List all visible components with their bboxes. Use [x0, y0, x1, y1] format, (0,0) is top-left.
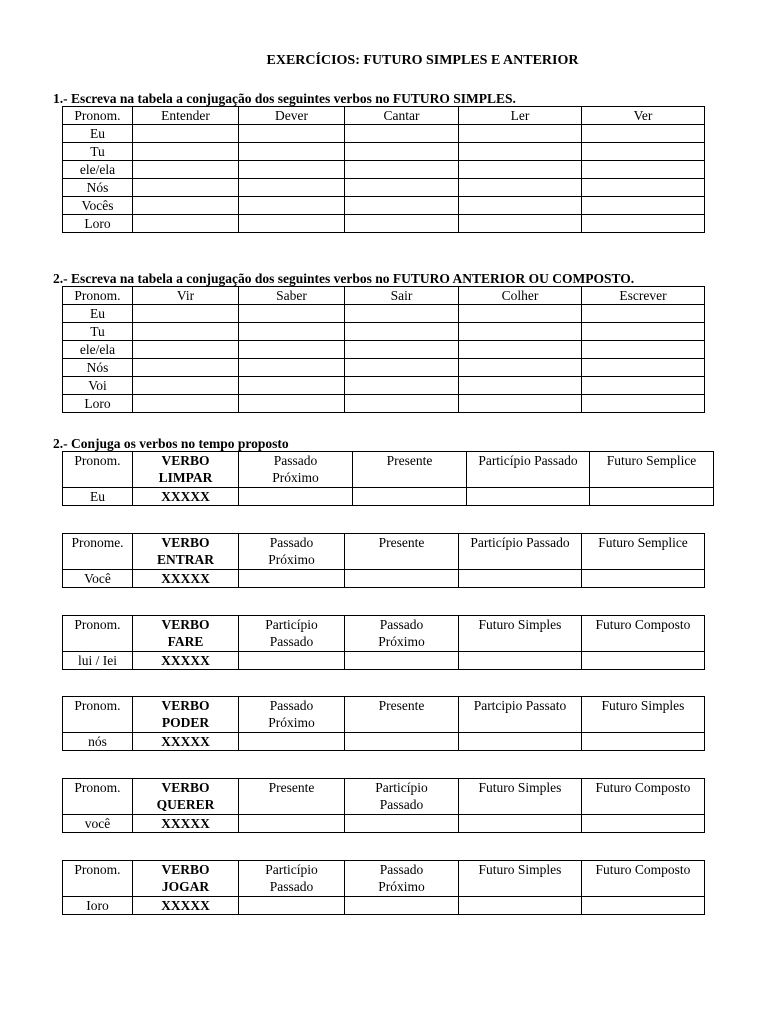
header-row: [63, 861, 705, 897]
tense-label: Passado: [379, 862, 424, 877]
tense-header: [239, 452, 353, 488]
answer-cell[interactable]: [133, 359, 239, 377]
answer-cell[interactable]: [459, 377, 582, 395]
placeholder-cell: XXXXX: [133, 488, 239, 506]
answer-cell[interactable]: [582, 359, 705, 377]
tense-header: [459, 697, 582, 733]
answer-cell[interactable]: [582, 815, 705, 833]
answer-cell[interactable]: [459, 305, 582, 323]
placeholder-cell: XXXXX: [133, 897, 239, 915]
column-header: Pronom.: [63, 107, 133, 125]
answer-cell[interactable]: [239, 815, 345, 833]
tense-label: Futuro Simples: [601, 698, 685, 713]
answer-cell[interactable]: [345, 197, 459, 215]
pronoun-header: Pronome.: [63, 534, 133, 570]
table-row: [63, 143, 705, 161]
verb-header: [133, 452, 239, 488]
answer-cell[interactable]: [239, 488, 353, 506]
answer-cell[interactable]: [133, 341, 239, 359]
answer-cell[interactable]: [345, 359, 459, 377]
pronoun-cell: Ioro: [63, 897, 133, 915]
answer-cell[interactable]: [345, 652, 459, 670]
answer-cell[interactable]: [459, 652, 582, 670]
tense-header: [345, 616, 459, 652]
header-row: [63, 697, 705, 733]
tense-header: [459, 779, 582, 815]
verb-table-poder: [62, 696, 705, 751]
answer-cell[interactable]: [459, 359, 582, 377]
tense-label: Passado: [379, 797, 424, 812]
table-row: [63, 815, 705, 833]
tense-header: [353, 452, 467, 488]
tense-header: [239, 534, 345, 570]
answer-cell[interactable]: [582, 395, 705, 413]
answer-cell[interactable]: [345, 179, 459, 197]
tense-label: Passado: [273, 453, 318, 468]
answer-cell[interactable]: [582, 570, 705, 588]
pronoun-header: Pronom.: [63, 452, 133, 488]
verb-header: [133, 616, 239, 652]
answer-cell[interactable]: [239, 323, 345, 341]
placeholder-cell: XXXXX: [133, 815, 239, 833]
tense-label: Particípio: [265, 862, 318, 877]
answer-cell[interactable]: [239, 215, 345, 233]
header-row: [63, 779, 705, 815]
table-row: [63, 897, 705, 915]
column-header: Escrever: [582, 287, 705, 305]
answer-cell[interactable]: [133, 305, 239, 323]
pronoun-cell: Nós: [63, 179, 133, 197]
tense-label: Futuro Simples: [478, 617, 562, 632]
header-row: [63, 616, 705, 652]
answer-cell[interactable]: [345, 161, 459, 179]
header-row: [63, 287, 705, 305]
table-row: [63, 341, 705, 359]
pronoun-header: Pronom.: [63, 697, 133, 733]
answer-cell[interactable]: [133, 143, 239, 161]
verb-label: VERBO: [161, 453, 210, 468]
column-header: Dever: [239, 107, 345, 125]
answer-cell[interactable]: [459, 215, 582, 233]
exercise1-heading: 1.- Escreva na tabela a conjugação dos seguintes verbos no FUTURO SIMPLES.: [53, 91, 516, 106]
answer-cell[interactable]: [133, 179, 239, 197]
tense-label: Futuro Composto: [595, 780, 691, 795]
verb-name: PODER: [161, 715, 210, 730]
answer-cell[interactable]: [582, 377, 705, 395]
tense-header: [582, 861, 705, 897]
header-row: [63, 107, 705, 125]
tense-label: Próximo: [378, 879, 425, 894]
verb-name: FARE: [167, 634, 204, 649]
tense-label: Passado: [379, 617, 424, 632]
answer-cell[interactable]: [582, 897, 705, 915]
answer-cell[interactable]: [590, 488, 714, 506]
tense-header: [239, 616, 345, 652]
tense-header: [239, 697, 345, 733]
answer-cell[interactable]: [459, 733, 582, 751]
tense-label: Próximo: [268, 552, 315, 567]
answer-cell[interactable]: [459, 125, 582, 143]
answer-cell[interactable]: [345, 377, 459, 395]
tense-label: Presente: [386, 453, 433, 468]
tense-label: Presente: [268, 780, 315, 795]
table-row: [63, 359, 705, 377]
header-row: [63, 534, 705, 570]
pronoun-cell: Eu: [63, 125, 133, 143]
pronoun-cell: Vocês: [63, 197, 133, 215]
table-row: [63, 377, 705, 395]
tense-header: [582, 616, 705, 652]
tense-header: [582, 697, 705, 733]
verb-label: VERBO: [161, 780, 210, 795]
tense-header: [590, 452, 714, 488]
tense-label: Presente: [378, 698, 425, 713]
pronoun-cell: Nós: [63, 359, 133, 377]
exercise3-heading: 2.- Conjuga os verbos no tempo proposto: [53, 436, 289, 451]
tense-header: [582, 534, 705, 570]
answer-cell[interactable]: [459, 815, 582, 833]
verb-label: VERBO: [161, 617, 210, 632]
answer-cell[interactable]: [345, 143, 459, 161]
tense-header: [345, 534, 459, 570]
column-header: Entender: [133, 107, 239, 125]
tense-label: Futuro Simples: [478, 862, 562, 877]
column-header: Pronom.: [63, 287, 133, 305]
tense-header: [459, 861, 582, 897]
tense-label: Futuro Semplice: [598, 535, 688, 550]
exercise2-heading: 2.- Escreva na tabela a conjugação dos seguintes verbos no FUTURO ANTERIOR OU COMPOSTO.: [53, 271, 635, 286]
tense-header: [345, 861, 459, 897]
answer-cell[interactable]: [459, 197, 582, 215]
tense-label: Particípio: [265, 617, 318, 632]
verb-header: [133, 534, 239, 570]
answer-cell[interactable]: [459, 897, 582, 915]
column-header: Saber: [239, 287, 345, 305]
table-row: [63, 488, 714, 506]
answer-cell[interactable]: [582, 143, 705, 161]
answer-cell[interactable]: [239, 125, 345, 143]
answer-cell[interactable]: [582, 125, 705, 143]
answer-cell[interactable]: [239, 395, 345, 413]
verb-header: [133, 779, 239, 815]
answer-cell[interactable]: [239, 897, 345, 915]
answer-cell[interactable]: [459, 395, 582, 413]
answer-cell[interactable]: [133, 125, 239, 143]
answer-cell[interactable]: [582, 161, 705, 179]
answer-cell[interactable]: [345, 570, 459, 588]
tense-label: Passado: [269, 879, 314, 894]
pronoun-cell: Tu: [63, 323, 133, 341]
page-title: EXERCÍCIOS: FUTURO SIMPLES E ANTERIOR: [266, 53, 579, 68]
answer-cell[interactable]: [239, 359, 345, 377]
verb-table-jogar: [62, 860, 705, 915]
tense-header: [459, 616, 582, 652]
table-row: [63, 570, 705, 588]
tense-label: Passado: [269, 698, 314, 713]
table-row: [63, 197, 705, 215]
answer-cell[interactable]: [582, 652, 705, 670]
answer-cell[interactable]: [459, 341, 582, 359]
verb-table-entrar: [62, 533, 705, 588]
placeholder-cell: XXXXX: [133, 570, 239, 588]
tense-label: Passado: [269, 634, 314, 649]
column-header: Ver: [582, 107, 705, 125]
answer-cell[interactable]: [459, 323, 582, 341]
answer-cell[interactable]: [459, 161, 582, 179]
table-row: [63, 733, 705, 751]
answer-cell[interactable]: [459, 570, 582, 588]
column-header: Cantar: [345, 107, 459, 125]
verb-name: QUERER: [156, 797, 215, 812]
pronoun-cell: lui / Iei: [63, 652, 133, 670]
answer-cell[interactable]: [353, 488, 467, 506]
answer-cell[interactable]: [239, 197, 345, 215]
verb-header: [133, 697, 239, 733]
tense-label: Próximo: [378, 634, 425, 649]
table-row: [63, 179, 705, 197]
answer-cell[interactable]: [582, 341, 705, 359]
answer-cell[interactable]: [467, 488, 590, 506]
pronoun-header: Pronom.: [63, 861, 133, 897]
answer-cell[interactable]: [133, 161, 239, 179]
tense-label: Futuro Composto: [595, 862, 691, 877]
future-simple-table: [62, 106, 705, 233]
tense-label: Futuro Composto: [595, 617, 691, 632]
answer-cell[interactable]: [582, 323, 705, 341]
answer-cell[interactable]: [133, 377, 239, 395]
answer-cell[interactable]: [582, 179, 705, 197]
answer-cell[interactable]: [345, 125, 459, 143]
verb-table-limpar: [62, 451, 714, 506]
table-row: [63, 305, 705, 323]
tense-label: Futuro Simples: [478, 780, 562, 795]
answer-cell[interactable]: [582, 305, 705, 323]
column-header: Sair: [345, 287, 459, 305]
answer-cell[interactable]: [582, 733, 705, 751]
answer-cell[interactable]: [133, 197, 239, 215]
verb-label: VERBO: [161, 698, 210, 713]
pronoun-cell: ele/ela: [63, 341, 133, 359]
answer-cell[interactable]: [345, 395, 459, 413]
column-header: Colher: [459, 287, 582, 305]
pronoun-cell: Loro: [63, 215, 133, 233]
answer-cell[interactable]: [345, 323, 459, 341]
tense-label: Partcipio Passato: [473, 698, 567, 713]
table-row: [63, 161, 705, 179]
pronoun-cell: nós: [63, 733, 133, 751]
tense-label: Particípio: [375, 780, 428, 795]
placeholder-cell: XXXXX: [133, 733, 239, 751]
answer-cell[interactable]: [345, 341, 459, 359]
header-row: [63, 452, 714, 488]
table-row: [63, 215, 705, 233]
tense-label: Particípio Passado: [478, 453, 578, 468]
answer-cell[interactable]: [239, 143, 345, 161]
pronoun-cell: Tu: [63, 143, 133, 161]
pronoun-cell: Eu: [63, 488, 133, 506]
tense-label: Futuro Semplice: [606, 453, 697, 468]
pronoun-cell: você: [63, 815, 133, 833]
answer-cell[interactable]: [133, 323, 239, 341]
answer-cell[interactable]: [459, 143, 582, 161]
pronoun-cell: Loro: [63, 395, 133, 413]
future-compound-table: [62, 286, 705, 413]
answer-cell[interactable]: [239, 161, 345, 179]
pronoun-cell: Você: [63, 570, 133, 588]
answer-cell[interactable]: [239, 733, 345, 751]
answer-cell[interactable]: [345, 733, 459, 751]
answer-cell[interactable]: [582, 197, 705, 215]
answer-cell[interactable]: [345, 897, 459, 915]
verb-name: LIMPAR: [158, 470, 213, 485]
tense-header: [459, 534, 582, 570]
table-row: [63, 652, 705, 670]
tense-label: Presente: [378, 535, 425, 550]
verb-label: VERBO: [161, 862, 210, 877]
answer-cell[interactable]: [133, 395, 239, 413]
tense-label: Próximo: [268, 715, 315, 730]
verb-name: JOGAR: [161, 879, 210, 894]
tense-label: Próximo: [272, 470, 319, 485]
placeholder-cell: XXXXX: [133, 652, 239, 670]
answer-cell[interactable]: [459, 179, 582, 197]
pronoun-cell: ele/ela: [63, 161, 133, 179]
answer-cell[interactable]: [239, 377, 345, 395]
answer-cell[interactable]: [239, 652, 345, 670]
column-header: Vir: [133, 287, 239, 305]
answer-cell[interactable]: [239, 341, 345, 359]
answer-cell[interactable]: [239, 570, 345, 588]
tense-label: Passado: [269, 535, 314, 550]
table-row: [63, 323, 705, 341]
pronoun-header: Pronom.: [63, 779, 133, 815]
column-header: Ler: [459, 107, 582, 125]
tense-header: [582, 779, 705, 815]
verb-table-fare: [62, 615, 705, 670]
answer-cell[interactable]: [582, 215, 705, 233]
table-row: [63, 395, 705, 413]
answer-cell[interactable]: [345, 215, 459, 233]
tense-label: Particípio Passado: [470, 535, 570, 550]
tense-header: [239, 779, 345, 815]
answer-cell[interactable]: [133, 215, 239, 233]
tense-header: [345, 697, 459, 733]
verb-header: [133, 861, 239, 897]
tense-header: [239, 861, 345, 897]
pronoun-cell: Voi: [63, 377, 133, 395]
pronoun-cell: Eu: [63, 305, 133, 323]
verb-name: ENTRAR: [156, 552, 214, 567]
pronoun-header: Pronom.: [63, 616, 133, 652]
answer-cell[interactable]: [239, 179, 345, 197]
table-row: [63, 125, 705, 143]
verb-label: VERBO: [161, 535, 210, 550]
tense-header: [467, 452, 590, 488]
tense-header: [345, 779, 459, 815]
answer-cell[interactable]: [239, 305, 345, 323]
verb-table-querer: [62, 778, 705, 833]
answer-cell[interactable]: [345, 305, 459, 323]
answer-cell[interactable]: [345, 815, 459, 833]
